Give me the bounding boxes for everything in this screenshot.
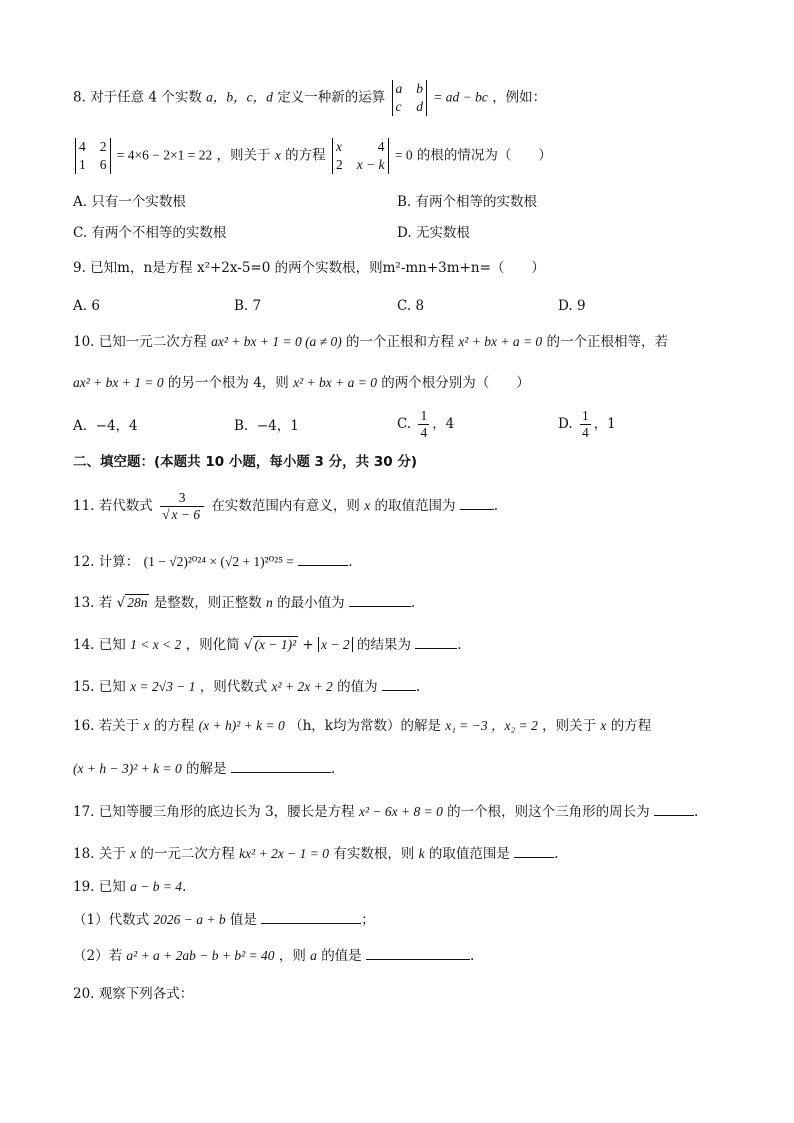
q10-line1: 10. 已知一元二次方程 ax² + bx + 1 = 0 (a ≠ 0) 的一个正根和方程 x² + bx + a = 0 的一个正根相等，若 [73, 334, 668, 350]
q8-option-b[interactable]: B. 有两个相等的实数根 [397, 194, 538, 210]
q8-x: x [274, 147, 281, 163]
section-fill-in-blank-title: 二、填空题：(本题共 10 小题，每小题 3 分，共 30 分) [73, 454, 418, 470]
q16-line1: 16. 若关于 x 的方程 (x + h)² + k = 0 （h，k均为常数）的解是 x₁ = −3 ，x₂ = 2 ，则关于 x 的方程 [73, 718, 652, 734]
q12-answer-blank[interactable] [298, 551, 348, 566]
q15-answer-blank[interactable] [382, 676, 416, 691]
q19-part1: （1）代数式 2026 − a + b 值是 ； [73, 909, 375, 930]
q13-answer-blank[interactable] [349, 592, 411, 607]
q9-option-b[interactable]: B. 7 [234, 298, 262, 314]
q17-answer-blank[interactable] [654, 801, 694, 816]
q16-answer-blank[interactable] [231, 758, 331, 773]
q19-stem: 19. 已知 a − b = 4. [73, 879, 187, 895]
q14-radicand: (x − 1)² [254, 637, 297, 652]
q8-line1 [73, 80, 546, 116]
q13-radicand: 28n [127, 595, 148, 610]
q10-option-d[interactable]: D. $\frac{1}{4}$ ，1 [558, 408, 616, 440]
q18-answer-blank[interactable] [514, 843, 554, 858]
q8-example-determinant: 4 2 1 6 [75, 138, 111, 174]
q19-part2-answer-blank[interactable] [366, 945, 470, 960]
q10-option-a[interactable]: A. −4，4 [73, 418, 138, 434]
q9-option-a[interactable]: A. 6 [73, 298, 100, 314]
q14-absolute-value: x − 2 [318, 637, 353, 652]
q14-answer-blank[interactable] [415, 634, 457, 649]
q9-option-c[interactable]: C. 8 [397, 298, 425, 314]
q10-eq2: x² + bx + a = 0 [458, 334, 543, 349]
q9-stem: 9. 已知m，n是方程 x²+2x-5=0 的两个实数根，则m²-mn+3m+n=（ ） [73, 260, 545, 276]
q8-vars: a，b，c，d [206, 89, 273, 105]
q8-option-c[interactable]: C. 有两个不相等的实数根 [73, 225, 227, 241]
q19-part1-answer-blank[interactable] [261, 909, 361, 924]
q8-text1: 对于任意 4 个实数 [90, 89, 202, 106]
q10-eq1: ax² + bx + 1 = 0 (a ≠ 0) [211, 334, 342, 349]
q8-text5: 的方程 [285, 147, 326, 164]
q8-text4: ，则关于 [216, 147, 271, 164]
q20-stem: 20. 观察下列各式： [73, 986, 194, 1002]
q8-text3: ，例如： [492, 89, 547, 106]
q19-part2: （2）若 a² + a + 2ab − b + b² = 40 ，则 a 的值是 . [73, 945, 474, 966]
q13: 13. 若 √ 28n 是整数，则正整数 n 的最小值为 . [73, 592, 415, 613]
q18: 18. 关于 x 的一元二次方程 kx² + 2x − 1 = 0 有实数根，则 k 的取值范围是 . [73, 843, 559, 864]
q11: 11. 若代数式 $\frac{3}{√ x - 6}$ 在实数范围内有意义，则 x 的取值范围为 . [73, 490, 499, 522]
q8-equation-determinant: x 4 2 x − k [332, 138, 389, 174]
q8-text6: 的根的情况为（ ） [416, 147, 552, 164]
q8-example-rhs: = 4×6 − 2×1 = 22 [116, 147, 213, 163]
q8-option-a[interactable]: A. 只有一个实数根 [73, 194, 186, 210]
q8-def-determinant: a b c d [392, 80, 428, 116]
q10-line2: ax² + bx + 1 = 0 的另一个根为 4，则 x² + bx + a = 0 的两个根分别为（ ） [73, 375, 530, 391]
q10-eq4: x² + bx + a = 0 [293, 375, 377, 390]
q8-text2: 定义一种新的运算 [277, 89, 386, 106]
q10-eq3: ax² + bx + 1 = 0 [73, 375, 164, 390]
q12-expression: (1 − √2)²⁰²⁴ × (√2 + 1)²⁰²⁵ = [143, 554, 294, 569]
q8-option-d[interactable]: D. 无实数根 [397, 225, 470, 241]
q14: 14. 已知 1 < x < 2 ，则化简 √ (x − 1)² + x − 2 的结果为 . [73, 634, 462, 655]
q8-def-rhs: = ad − bc [433, 89, 488, 105]
q10-option-c[interactable]: C. $\frac{1}{4}$ ，4 [397, 408, 455, 440]
q8-number: 8. [73, 89, 86, 106]
q11-answer-blank[interactable] [460, 495, 494, 510]
q15: 15. 已知 x = 2√3 − 1 ，则代数式 x² + 2x + 2 的值为 . [73, 676, 420, 697]
q16-line2: (x + h − 3)² + k = 0 的解是 . [73, 758, 335, 779]
q17: 17. 已知等腰三角形的底边长为 3，腰长是方程 x² − 6x + 8 = 0 的一个根，则这个三角形的周长为 . [73, 801, 698, 822]
q10-option-b[interactable]: B. −4，1 [234, 418, 299, 434]
q12: 12. 计算： (1 − √2)²⁰²⁴ × (√2 + 1)²⁰²⁵ = . [73, 551, 352, 572]
q9-option-d[interactable]: D. 9 [558, 298, 586, 314]
q8-line2 [73, 138, 552, 174]
q8-equation-rhs: = 0 [394, 147, 413, 163]
